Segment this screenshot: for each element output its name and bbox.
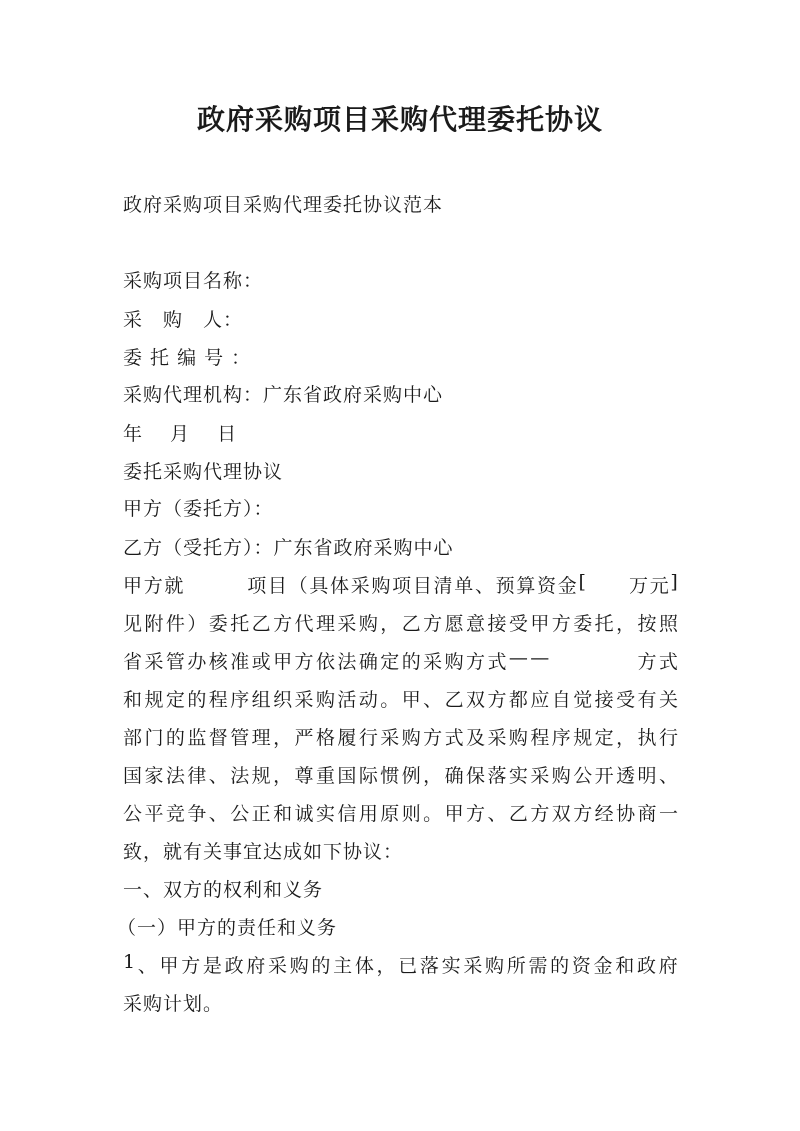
field-date: 年 月 日 xyxy=(123,423,238,445)
paragraph-line: 部 门 的 监 督 管 理 ， 严 格 履 行 采 购 方 式 及 采 购 程 序 规 定 ， 执 行 xyxy=(123,727,679,749)
party-b: 乙方（受托方）：广东省政府采购中心 xyxy=(123,537,454,559)
field-purchaser: 采 购 人： xyxy=(123,309,244,331)
subsection-heading: （一）甲方的责任和义务 xyxy=(117,917,338,939)
party-a: 甲方（委托方）： xyxy=(123,498,274,520)
clause-line: 1 、 甲 方 是 政 府 采 购 的 主 体 ， 已 落 实 采 购 所 需 的 资 金 和 政 府 xyxy=(123,951,679,977)
field-project-name: 采购项目名称： xyxy=(123,270,264,292)
document-title: 政府采购项目采购代理委托协议 xyxy=(196,103,603,136)
paragraph-line: 公 平 竞 争 、 公 正 和 诚 实 信 用 原 则 。 甲 方 、 乙 方 双 方 经 协 商 一 xyxy=(123,803,679,825)
paragraph-line: 国 家 法 律 、 法 规 ， 尊 重 国 际 惯 例 ， 确 保 落 实 采 购 公 开 透 明 、 xyxy=(123,765,679,787)
field-agency: 采购代理机构：广东省政府采购中心 xyxy=(123,384,444,406)
section-heading: 一、双方的权利和义务 xyxy=(123,879,324,901)
agreement-heading: 委托采购代理协议 xyxy=(123,461,284,483)
paragraph-line: 致，就有关事宜达成如下协议： xyxy=(123,841,404,863)
clause-line: 采购计划。 xyxy=(123,993,224,1015)
paragraph-line: 省 采 管 办 核 准 或 甲 方 依 法 确 定 的 采 购 方 式 — — 方 式 xyxy=(123,647,679,673)
paragraph-line: 甲 方 就 项 目 （ 具 体 采 购 项 目 清 单 、 预 算 资 金 [ 万 元 ] xyxy=(123,571,679,597)
field-commission-number: 委 托 编 号 ： xyxy=(123,347,252,369)
paragraph-line: 见 附 件 ） 委 托 乙 方 代 理 采 购 ， 乙 方 愿 意 接 受 甲 方 委 托 ， 按 照 xyxy=(123,613,679,635)
document-subtitle: 政府采购项目采购代理委托协议范本 xyxy=(123,194,444,216)
paragraph-line: 和 规 定 的 程 序 组 织 采 购 活 动 。 甲 、 乙 双 方 都 应 自 觉 接 受 有 关 xyxy=(123,689,679,711)
